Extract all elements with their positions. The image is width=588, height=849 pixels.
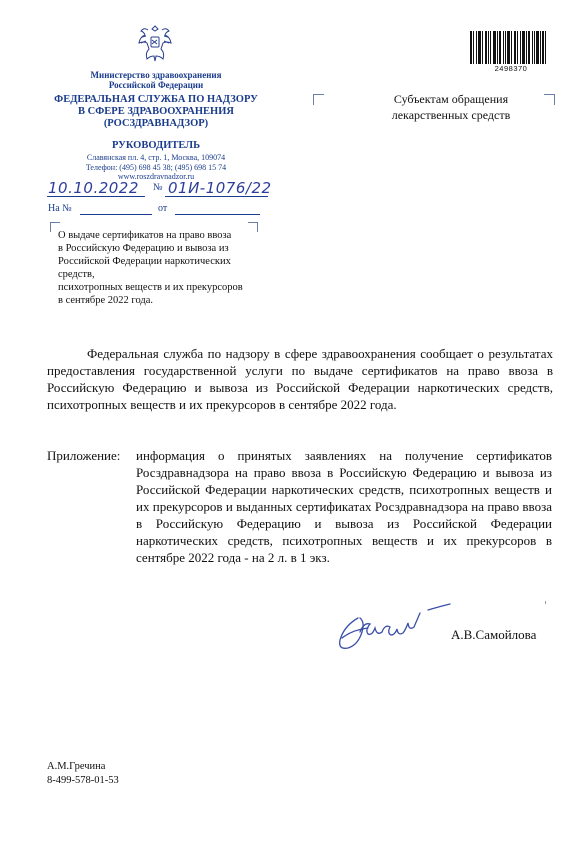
attachment-text: информация о принятых заявлениях на получение сертификатов Росздравнадзора на право ввоза в Российскую Федерацию и вывоза из Российской Федерации наркотических средств, психотропных веществ и их прекурсоров и выданных сертификатах Росздравнадзора на право ввоза в Российскую Федерацию и вывоза из Российской Федерации наркотических средств, психотропных веществ и их прекурсоров в сентябре 2022 года - на 2 л. в 1 экз. (136, 448, 552, 565)
registration-date: 10.10.2022 (48, 179, 139, 197)
recipient: Субъектам обращения лекарственных средств (391, 92, 511, 122)
agency-website: www.roszdravnadzor.ru (117, 172, 195, 181)
attachment-label: Приложение: (47, 448, 121, 463)
agency-name: ФЕДЕРАЛЬНАЯ СЛУЖБА ПО НАДЗОРУ В СФЕРЕ ЗДРАВООХРАНЕНИЯ (РОСЗДРАВНАДЗОР) (54, 94, 258, 129)
recipient-bracket-left (313, 94, 324, 105)
letter-body: Федеральная служба по надзору в сфере здравоохранения сообщает о результатах предоставления государственной услуги по выдаче сертификатов на право ввоза в Российскую Федерацию и вывоза из Российской Федерации наркотических средств, психотропных веществ и их прекурсоров в сентябре 2022 года. (47, 346, 553, 412)
reference-date-label: от (158, 203, 168, 214)
handwritten-signature (330, 588, 465, 658)
signer-name: А.В.Самойлова (451, 627, 537, 642)
reference-number-label: На № (48, 203, 72, 214)
reference-date-line (175, 214, 260, 215)
coat-of-arms-emblem (134, 22, 176, 66)
executor-phone: 8-499-578-01-53 (47, 775, 119, 786)
letter-subject: О выдаче сертификатов на право ввоза в Российскую Федерацию и вывоза из Российской Федерации наркотических средств, психотропных веществ и их прекурсоров в сентябре 2022 года. (58, 230, 243, 306)
barcode-number: 2498370 (494, 64, 528, 73)
ministry-name: Министерство здравоохранения Российской Федерации (90, 70, 222, 90)
number-underline (165, 196, 268, 197)
recipient-bracket-right (544, 94, 555, 105)
agency-address: Славянская пл. 4, стр. 1, Москва, 109074 (86, 153, 226, 162)
reference-number-line (80, 214, 152, 215)
agency-phone: Телефон: (495) 698 45 38; (495) 698 15 74 (85, 162, 227, 172)
date-underline (47, 196, 145, 197)
head-title: РУКОВОДИТЕЛЬ (111, 140, 201, 151)
registration-number-label: № (153, 182, 163, 193)
registration-number: 01И-1076/22 (168, 179, 272, 197)
executor-info (47, 760, 119, 788)
agency-contacts (40, 153, 272, 182)
page-mark (545, 601, 546, 604)
barcode (470, 31, 546, 64)
executor-name: А.М.Гречина (47, 761, 106, 772)
